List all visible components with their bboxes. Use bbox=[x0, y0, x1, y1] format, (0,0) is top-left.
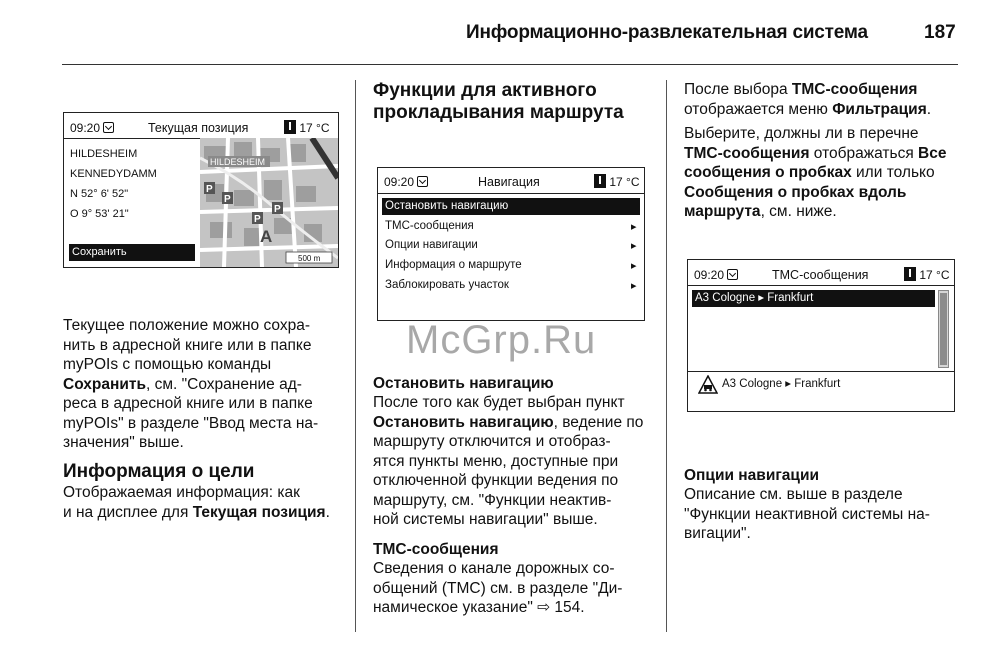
text-line: После выбора TMC-сообщения bbox=[684, 81, 918, 98]
text-line: TMC-сообщения отображаться Все bbox=[684, 144, 947, 162]
save-button[interactable]: Сохранить bbox=[69, 244, 195, 261]
map-graphic bbox=[200, 138, 338, 267]
text-line: реса в адресной книге или в папке bbox=[63, 395, 313, 412]
text-line: нить в адресной книге или в папке bbox=[63, 336, 312, 354]
screen-time: 09:20 bbox=[70, 121, 114, 135]
position-longitude: O 9° 53' 21" bbox=[70, 208, 129, 220]
page-number: 187 bbox=[924, 22, 956, 43]
screen-header-rule bbox=[688, 285, 954, 286]
clock-icon bbox=[417, 176, 428, 187]
text-line: Текущее положение можно сохра- bbox=[63, 317, 311, 334]
thermometer-icon bbox=[594, 174, 606, 188]
screen-divider bbox=[688, 371, 954, 372]
text-line: сообщения о пробках или только bbox=[684, 164, 935, 181]
screen-header-rule bbox=[378, 193, 644, 194]
text-line: myPOIs" в разделе "Ввод места на- bbox=[63, 414, 319, 432]
clock-icon bbox=[103, 122, 114, 133]
screen-time: 09:20 bbox=[694, 268, 738, 282]
map-view bbox=[200, 138, 338, 267]
text-line: маршруту отключится и отобраз- bbox=[373, 433, 611, 450]
thermometer-icon bbox=[904, 267, 916, 281]
menu-item-route-info[interactable]: Информация о маршруте bbox=[385, 259, 522, 271]
text-line: Сохранить, см. "Сохранение ад- bbox=[63, 375, 302, 393]
stop-navigation-paragraph bbox=[373, 393, 658, 530]
text-line: Сообщения о пробках вдоль bbox=[684, 183, 907, 201]
text-line: и на дисплее для Текущая позиция. bbox=[63, 503, 330, 521]
tmc-message-detail: A3 Cologne ▸ Frankfurt bbox=[722, 378, 841, 390]
chevron-right-icon: ▸ bbox=[631, 240, 637, 252]
chevron-right-icon: ▸ bbox=[631, 260, 637, 272]
filter-choice-paragraph bbox=[684, 124, 974, 222]
clock-icon bbox=[727, 269, 738, 280]
column-divider-right bbox=[666, 80, 667, 632]
text-line: маршрута, см. ниже. bbox=[684, 203, 837, 220]
chevron-right-icon: ▸ bbox=[631, 221, 637, 233]
text-line: отображается меню Фильтрация. bbox=[684, 100, 932, 118]
svg-text:P: P bbox=[206, 184, 213, 195]
screen-title: Текущая позиция bbox=[148, 121, 249, 135]
svg-text:P: P bbox=[274, 204, 281, 215]
text-line: значения" выше. bbox=[63, 434, 184, 451]
text-line: Сведения о канале дорожных со- bbox=[373, 560, 615, 577]
text-line: Отображаемая информация: как bbox=[63, 484, 300, 501]
svg-text:A: A bbox=[260, 227, 273, 246]
tmc-heading: TMC-сообщения bbox=[373, 541, 499, 558]
text-line: вигации". bbox=[684, 525, 751, 542]
screen-temperature: 17 °C bbox=[594, 174, 640, 189]
screen-title: TMC-сообщения bbox=[772, 268, 869, 282]
text-line: Остановить навигацию, ведение по bbox=[373, 413, 644, 431]
screen-temperature: 17 °C bbox=[284, 120, 330, 135]
text-line: намическое указание" ⇨ 154. bbox=[373, 599, 585, 616]
current-position-screen bbox=[63, 112, 339, 268]
active-guidance-heading: Функции для активного прокладывания маршрута bbox=[373, 80, 624, 123]
traffic-warning-icon bbox=[698, 375, 718, 395]
text-line: общений (TMC) см. в разделе "Ди- bbox=[373, 579, 623, 597]
position-info bbox=[70, 144, 157, 224]
text-line: маршруту, см. "Функции неактив- bbox=[373, 491, 612, 509]
destination-info-heading: Информация о цели bbox=[63, 461, 255, 482]
position-city: HILDESHEIM bbox=[70, 148, 138, 160]
navigation-options-paragraph bbox=[684, 485, 974, 544]
svg-text:P: P bbox=[254, 214, 261, 225]
destination-info-paragraph bbox=[63, 483, 348, 522]
save-command-term: Сохранить bbox=[63, 375, 146, 393]
navigation-options-heading: Опции навигации bbox=[684, 467, 820, 484]
text-line: "Функции неактивной системы на- bbox=[684, 505, 930, 523]
text-line: ной системы навигации" выше. bbox=[373, 511, 598, 528]
navigation-menu-screen bbox=[377, 167, 645, 321]
screen-temperature: 17 °C bbox=[904, 267, 950, 282]
text-line: myPOIs с помощью команды bbox=[63, 356, 272, 373]
current-position-paragraph bbox=[63, 316, 348, 453]
watermark: McGrp.Ru bbox=[406, 318, 597, 362]
scrollbar[interactable] bbox=[938, 290, 949, 368]
menu-item-navigation-options[interactable]: Опции навигации bbox=[385, 239, 478, 251]
column-divider-left bbox=[355, 80, 356, 632]
svg-text:HILDESHEIM: HILDESHEIM bbox=[210, 157, 266, 167]
menu-item-block-segment[interactable]: Заблокировать участок bbox=[385, 279, 509, 291]
stop-navigation-heading: Остановить навигацию bbox=[373, 375, 554, 392]
tmc-messages-screen bbox=[687, 259, 955, 412]
tmc-selection-paragraph bbox=[684, 80, 974, 119]
tmc-message-item[interactable]: A3 Cologne ▸ Frankfurt bbox=[692, 290, 935, 307]
text-line: Выберите, должны ли в перечне bbox=[684, 125, 919, 142]
text-line: После того как будет выбран пункт bbox=[373, 394, 625, 411]
thermometer-icon bbox=[284, 120, 296, 134]
header-rule bbox=[62, 64, 958, 65]
position-street: KENNEDYDAMM bbox=[70, 168, 157, 180]
chevron-right-icon: ▸ bbox=[631, 280, 637, 292]
svg-text:P: P bbox=[224, 194, 231, 205]
tmc-paragraph bbox=[373, 559, 658, 618]
scrollbar-thumb[interactable] bbox=[940, 293, 947, 365]
text-line: Описание см. выше в разделе bbox=[684, 486, 903, 503]
screen-time: 09:20 bbox=[384, 175, 428, 189]
position-latitude: N 52° 6' 52" bbox=[70, 188, 129, 200]
running-header-title: Информационно-развлекательная система bbox=[466, 22, 868, 43]
text-line: ятся пункты меню, доступные при bbox=[373, 452, 619, 470]
text-line: отключенной функции ведения по bbox=[373, 472, 619, 489]
menu-item-stop-navigation[interactable]: Остановить навигацию bbox=[382, 198, 640, 215]
menu-item-tmc[interactable]: TMC-сообщения bbox=[385, 220, 474, 232]
svg-text:500 m: 500 m bbox=[298, 254, 321, 263]
screen-title: Навигация bbox=[478, 175, 540, 189]
